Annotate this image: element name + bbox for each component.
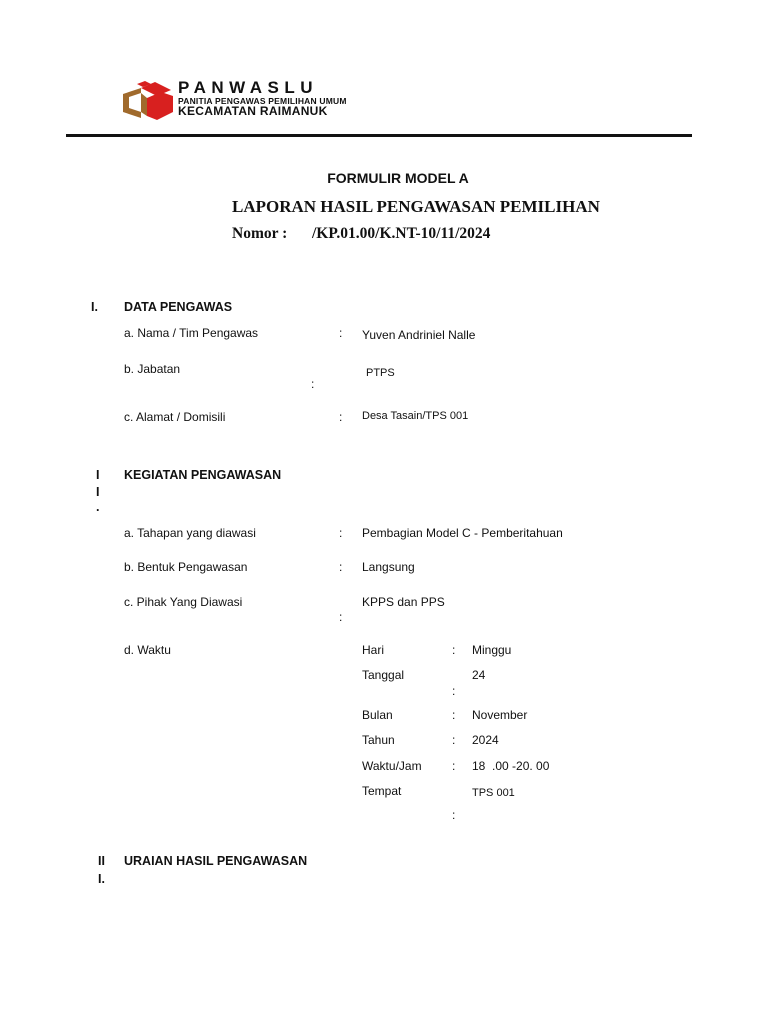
field-value-alamat: Desa Tasain/TPS 001 [362,410,469,422]
section-2-number-line1: I [96,468,100,482]
field-value-bentuk: Langsung [362,560,415,574]
number-label: Nomor : [232,225,288,242]
field-colon-pihak: : [339,610,343,624]
section-3-number-line2: I. [98,872,105,886]
time-colon-tempat: : [452,808,456,822]
time-colon-bulan: : [452,708,456,722]
header-divider [66,134,692,137]
field-value-tahapan: Pembagian Model C - Pemberitahuan [362,526,563,540]
field-colon-tahapan: : [339,526,343,540]
number-value: /KP.01.00/K.NT-10/11/2024 [312,225,491,242]
field-label-jabatan: b. Jabatan [124,362,181,376]
field-label-alamat: c. Alamat / Domisili [124,410,226,424]
section-2-title: KEGIATAN PENGAWASAN [124,468,282,482]
form-title: LAPORAN HASIL PENGAWASAN PEMILIHAN [232,197,600,216]
field-colon-nama: : [339,326,343,340]
time-label-tempat: Tempat [362,784,402,798]
field-value-pihak: KPPS dan PPS [362,595,445,609]
field-label-waktu: d. Waktu [124,643,171,657]
section-1-title: DATA PENGAWAS [124,300,233,314]
time-value-tahun: 2024 [472,733,499,747]
field-value-nama: Yuven Andriniel Nalle [362,328,476,342]
org-name: PANWASLU [178,78,319,97]
time-colon-jam: : [452,759,456,773]
field-label-tahapan: a. Tahapan yang diawasi [124,526,256,540]
time-value-jam: 18 .00 -20. 00 [472,759,550,773]
time-label-tahun: Tahun [362,733,395,747]
section-3-title: URAIAN HASIL PENGAWASAN [124,854,308,868]
field-colon-alamat: : [339,410,343,424]
org-area: KECAMATAN RAIMANUK [178,104,328,118]
time-value-hari: Minggu [472,643,512,657]
time-value-bulan: November [472,708,528,722]
field-label-bentuk: b. Bentuk Pengawasan [124,560,248,574]
section-3-number-line1: II [98,854,105,868]
section-1-number: I. [91,300,98,314]
time-value-tanggal: 24 [472,668,486,682]
time-colon-hari: : [452,643,456,657]
time-label-bulan: Bulan [362,708,393,722]
time-label-jam: Waktu/Jam [362,759,422,773]
field-label-pihak: c. Pihak Yang Diawasi [124,595,243,609]
section-2-number-line2: I [96,485,100,499]
field-colon-jabatan: : [311,377,315,391]
panwaslu-logo-icon [121,80,175,122]
time-colon-tahun: : [452,733,456,747]
field-label-nama: a. Nama / Tim Pengawas [124,326,259,340]
form-code: FORMULIR MODEL A [327,170,469,186]
time-value-tempat: TPS 001 [472,787,515,799]
time-colon-tanggal: : [452,684,456,698]
time-label-tanggal: Tanggal [362,668,405,682]
field-value-jabatan: PTPS [366,367,395,379]
time-label-hari: Hari [362,643,385,657]
org-full-name: PANITIA PENGAWAS PEMILIHAN UMUM [178,96,347,106]
field-colon-bentuk: : [339,560,343,574]
section-2-number-line3: . [96,500,100,514]
